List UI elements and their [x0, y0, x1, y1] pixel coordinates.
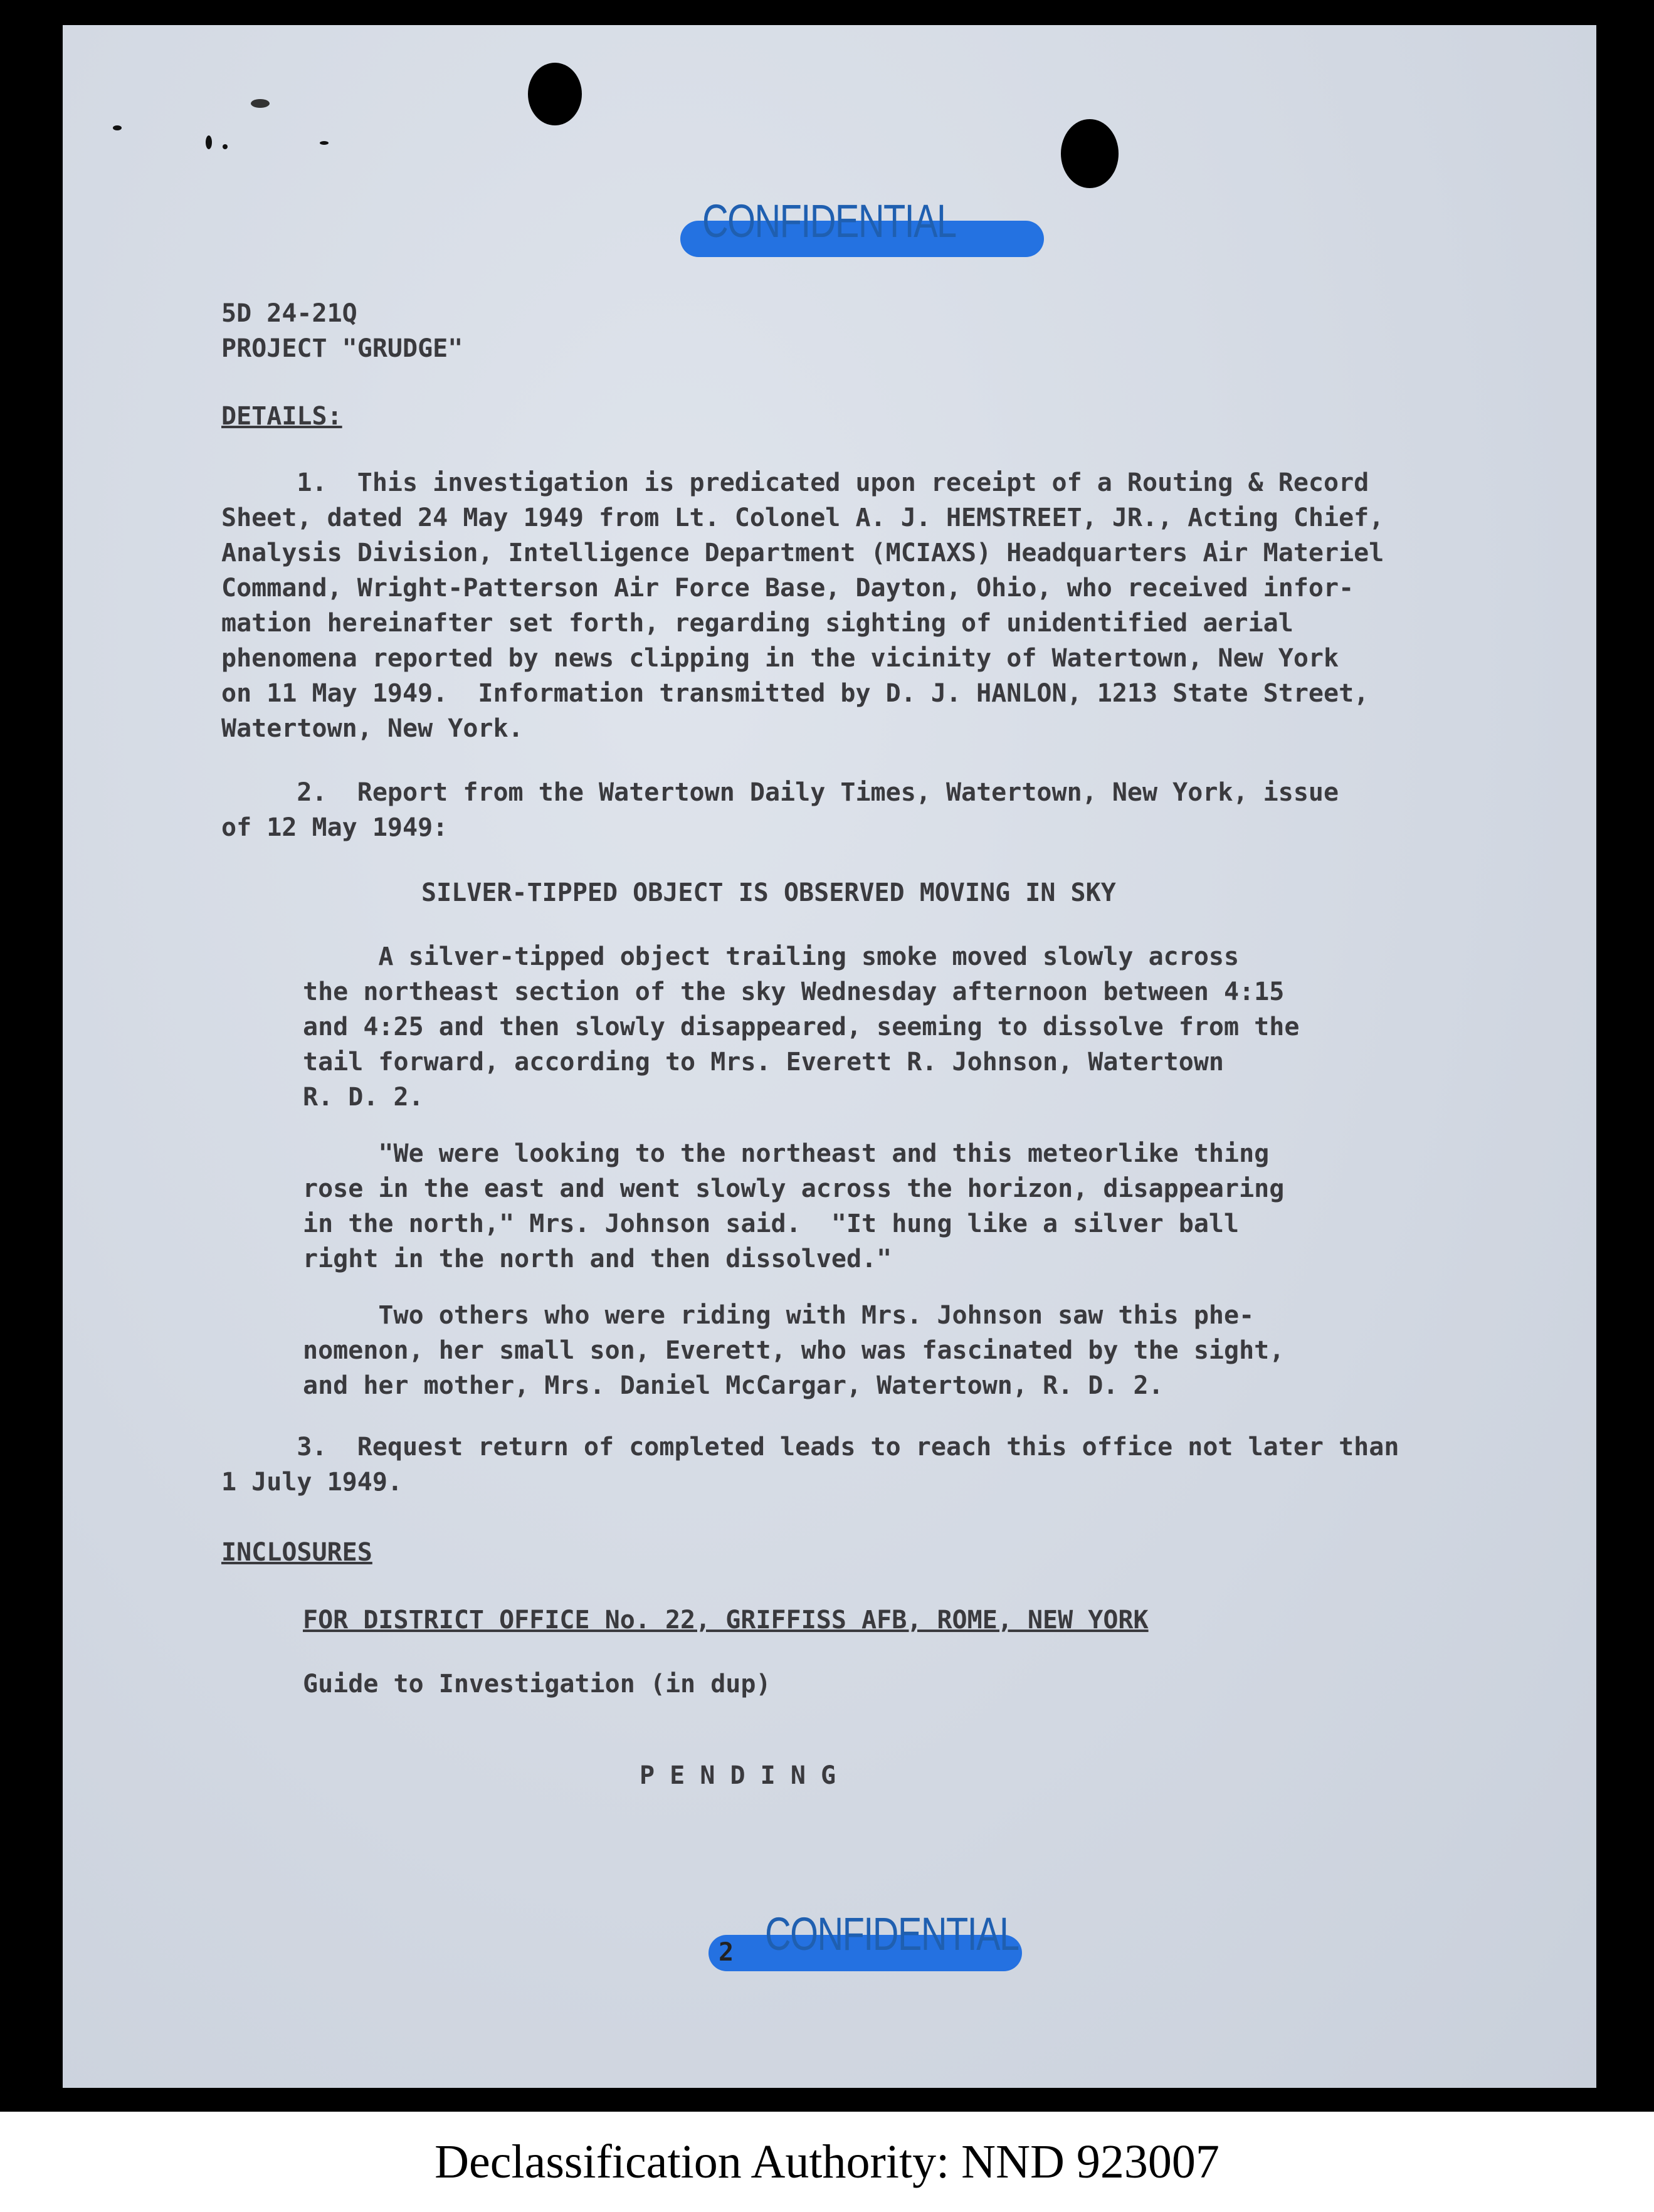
clipping-line: right in the north and then dissolved.": [303, 1245, 892, 1273]
paragraph-line: Sheet, dated 24 May 1949 from Lt. Colonel A. J. HEMSTREET, JR., Acting Chief,: [221, 503, 1384, 532]
clipping-line: and her mother, Mrs. Daniel McCargar, Watertown, R. D. 2.: [303, 1371, 1164, 1400]
file-number: 5D 24-21Q: [221, 299, 357, 328]
paragraph-1: [221, 465, 1384, 746]
clipping-line: nomenon, her small son, Everett, who was fascinated by the sight,: [303, 1336, 1285, 1365]
paper-speck: [251, 99, 270, 108]
paragraph-line: mation hereinafter set forth, regarding sighting of unidentified aerial: [221, 609, 1293, 638]
clipping-line: Two others who were riding with Mrs. Johnson saw this phe-: [303, 1301, 1255, 1330]
paragraph-line: phenomena reported by news clipping in the vicinity of Watertown, New York: [221, 644, 1339, 673]
clipping-line: and 4:25 and then slowly disappeared, seeming to dissolve from the: [303, 1013, 1300, 1041]
district-office-line: FOR DISTRICT OFFICE No. 22, GRIFFISS AFB, ROME, NEW YORK: [303, 1606, 1149, 1635]
document-page: [63, 25, 1596, 2088]
clipping-line: the northeast section of the sky Wednesday afternoon between 4:15: [303, 977, 1285, 1006]
paragraph-line: 1 July 1949.: [221, 1468, 403, 1497]
paragraph-line: on 11 May 1949. Information transmitted by D. J. HANLON, 1213 State Street,: [221, 679, 1369, 708]
clipping-line: in the north," Mrs. Johnson said. "It hung like a silver ball: [303, 1209, 1240, 1238]
paragraph-line: Analysis Division, Intelligence Department (MCIAXS) Headquarters Air Materiel: [221, 539, 1384, 567]
status-pending: P E N D I N G: [640, 1761, 836, 1790]
paragraph-line: 2. Report from the Watertown Daily Times, Watertown, New York, issue: [221, 778, 1339, 807]
clipping-paragraph-3: [303, 1298, 1284, 1403]
page-number: 2: [719, 1938, 734, 1967]
paragraph-line: Watertown, New York.: [221, 714, 524, 743]
paragraph-3: [221, 1430, 1399, 1500]
inclosures-heading: INCLOSURES: [221, 1538, 372, 1567]
paper-speck: [320, 141, 329, 145]
paper-speck: [206, 135, 212, 149]
punch-hole-right: [1061, 119, 1119, 188]
clipping-headline: SILVER-TIPPED OBJECT IS OBSERVED MOVING IN SKY: [421, 878, 1116, 907]
paragraph-line: 3. Request return of completed leads to reach this office not later than: [221, 1433, 1399, 1462]
inclosure-item: Guide to Investigation (in dup): [303, 1670, 771, 1698]
paragraph-line: 1. This investigation is predicated upon receipt of a Routing & Record: [221, 468, 1369, 497]
details-heading: DETAILS:: [221, 402, 342, 431]
declassification-caption: Declassification Authority: NND 923007: [435, 2135, 1219, 2188]
clipping-paragraph-2: [303, 1136, 1284, 1277]
paragraph-line: of 12 May 1949:: [221, 813, 448, 842]
project-name: PROJECT "GRUDGE": [221, 334, 463, 363]
confidential-stamp-bottom: CONFIDENTIAL: [765, 1908, 1019, 1960]
paper-speck: [113, 125, 122, 130]
paragraph-2: [221, 775, 1339, 845]
clipping-line: R. D. 2.: [303, 1083, 424, 1112]
punch-hole-left: [528, 63, 582, 125]
confidential-stamp-top: CONFIDENTIAL: [702, 195, 956, 247]
clipping-line: "We were looking to the northeast and this meteorlike thing: [303, 1139, 1270, 1168]
paragraph-line: Command, Wright-Patterson Air Force Base, Dayton, Ohio, who received infor-: [221, 574, 1354, 603]
clipping-line: rose in the east and went slowly across the horizon, disappearing: [303, 1174, 1285, 1203]
paper-speck: [223, 144, 228, 149]
clipping-paragraph-1: [303, 939, 1299, 1115]
clipping-line: A silver-tipped object trailing smoke moved slowly across: [303, 942, 1240, 971]
clipping-line: tail forward, according to Mrs. Everett R. Johnson, Watertown: [303, 1048, 1225, 1077]
